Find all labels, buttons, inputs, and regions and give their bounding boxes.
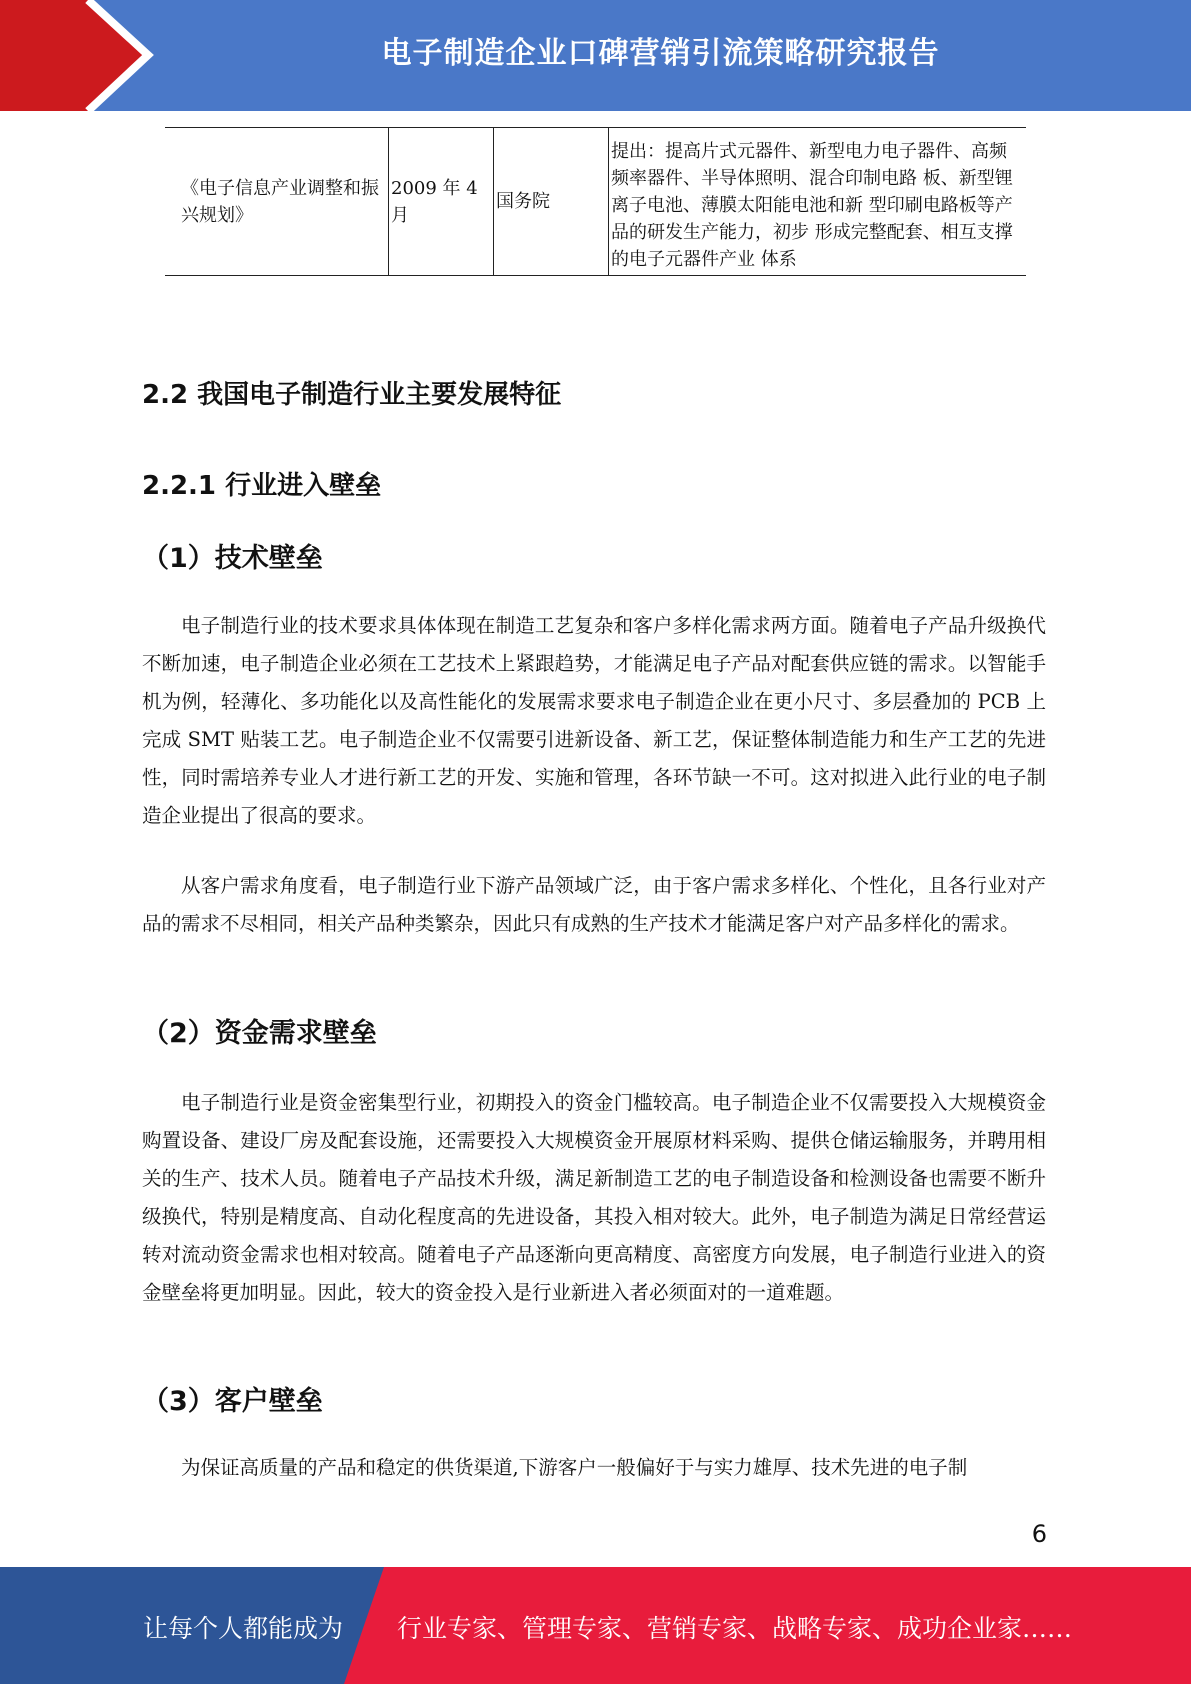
- section-2-2-1-heading: 2.2.1 行业进入壁垒: [142, 471, 382, 501]
- page-footer: [0, 1567, 1191, 1684]
- capital-barrier-heading: （2）资金需求壁垒: [142, 1018, 377, 1049]
- capital-barrier-paragraph: 电子制造行业是资金密集型行业，初期投入的资金门槛较高。电子制造企业不仅需要投入大规模资金购置设备、建设厂房及配套设施，还需要投入大规模资金开展原材料采购、提供仓储运输服务，并聘用相关的生产、技术人员。随着电子产品技术升级，满足新制造工艺的电子制造设备和检测设备也需要不断升级换代，特别是精度高、自动化程度高的先进设备，其投入相对较大。此外，电子制造为满足日常经营运转对流动资金需求也相对较高。随着电子产品逐渐向更高精度、高密度方向发展，电子制造行业进入的资金壁垒将更加明显。因此，较大的资金投入是行业新进入者必须面对的一道难题。: [142, 1091, 1046, 1304]
- tech-barrier-heading: （1）技术壁垒: [142, 543, 323, 574]
- customer-barrier-heading: （3）客户壁垒: [142, 1386, 323, 1417]
- section-2-2-heading: 2.2 我国电子制造行业主要发展特征: [142, 380, 562, 410]
- policy-date-cell: 2009 年 4 月: [389, 128, 494, 276]
- page-header: [0, 0, 1191, 111]
- policy-org-cell: 国务院: [494, 128, 609, 276]
- tech-barrier-paragraph-1: 电子制造行业的技术要求具体体现在制造工艺复杂和客户多样化需求两方面。随着电子产品升级换代不断加速，电子制造企业必须在工艺技术上紧跟趋势，才能满足电子产品对配套供应链的需求。以智能手机为例，轻薄化、多功能化以及高性能化的发展需求要求电子制造企业在更小尺寸、多层叠加的 PCB 上完成 SMT 贴装工艺。电子制造企业不仅需要引进新设备、新工艺，保证整体制造能力和生产工艺的先进性，同时需培养专业人才进行新工艺的开发、实施和管理，各环节缺一不可。这对拟进入此行业的电子制造企业提出了很高的要求。: [142, 614, 1046, 827]
- policy-content-cell: 提出：提高片式元器件、新型电力电子器件、高频频率器件、半导体照明、混合印制电路 板、新型锂离子电池、薄膜太阳能电池和新 型印刷电路板等产品的研发生产能力，初步 形成完整配套、相互支撑的电子元器件产业 体系: [609, 128, 1027, 276]
- tech-barrier-paragraph-2: 从客户需求角度看，电子制造行业下游产品领域广泛，由于客户需求多样化、个性化，且各行业对产品的需求不尽相同，相关产品种类繁杂，因此只有成熟的生产技术才能满足客户对产品多样化的需求。: [142, 874, 1046, 935]
- footer-slogan-left: 让每个人都能成为: [143, 1614, 344, 1643]
- footer-slogan-right: 行业专家、管理专家、营销专家、战略专家、成功企业家……: [397, 1614, 1073, 1643]
- page-number: 6: [1031, 1520, 1047, 1548]
- table-row: [165, 128, 1026, 276]
- report-title: 电子制造企业口碑营销引流策略研究报告: [381, 36, 940, 71]
- red-chevron-icon: [0, 0, 160, 111]
- policy-name-cell: 《电子信息产业调整和振兴规划》: [165, 128, 389, 276]
- customer-barrier-paragraph: 为保证高质量的产品和稳定的供货渠道,下游客户一般偏好于与实力雄厚、技术先进的电子制: [181, 1456, 968, 1479]
- policy-table: [165, 127, 1026, 276]
